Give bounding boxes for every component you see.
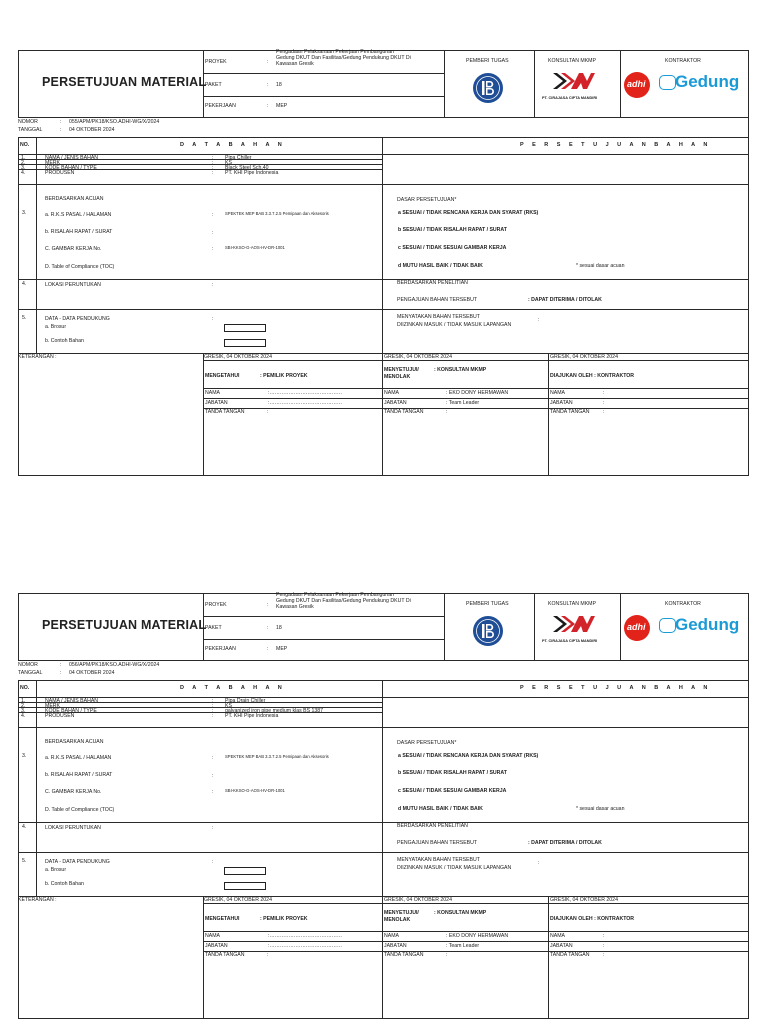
nama-kontraktor-colon: :: [603, 390, 605, 396]
menolak-label: MENOLAK: [384, 917, 411, 923]
pekerjaan-label: PEKERJAAN: [205, 103, 236, 109]
ttd-pemilik-colon: :: [267, 409, 269, 415]
section-5-no: 5.: [22, 858, 27, 864]
gresik-date-kontraktor: GRESIK, 04 OKTOBER 2024: [550, 354, 618, 360]
form-title: PERSETUJUAN MATERIAL: [42, 75, 207, 89]
ttd-pemilik-label: TANDA TANGAN: [205, 952, 245, 958]
row-1-no: 1.: [21, 698, 26, 704]
paket-label: PAKET: [205, 82, 222, 88]
row-4-label: PRODUSEN: [45, 170, 75, 176]
nama-konsultan-label: NAMA: [384, 390, 399, 396]
tanggal-label: TANGGAL: [18, 670, 43, 676]
ttd-kontraktor-label: TANDA TANGAN: [550, 409, 590, 415]
option-c-gambar: c SESUAI / TIDAK SESUAI GAMBAR KERJA: [398, 245, 507, 251]
nomor-label: NOMOR: [18, 662, 38, 668]
pemilik-proyek-label: : PEMILIK PROYEK: [260, 916, 308, 922]
contoh-bahan-checkbox[interactable]: [224, 882, 266, 890]
nama-kontraktor-label: NAMA: [550, 933, 565, 939]
row-1-colon: :: [212, 698, 214, 704]
rks-colon: :: [212, 212, 214, 218]
contoh-bahan-checkbox[interactable]: [224, 339, 266, 347]
kontraktor-label: KONTRAKTOR: [665, 58, 701, 64]
nama-pemilik-label: NAMA: [205, 933, 220, 939]
nama-konsultan-label: NAMA: [384, 933, 399, 939]
diizinkan-label: DIIZINKAN MASUK / TIDAK MASUK LAPANGAN: [397, 322, 512, 328]
row-2-value: KS: [225, 160, 232, 166]
proyek-value-line-1: Pengadaan Pelaksanaan Pekerjaan Pembangunan: [276, 49, 394, 55]
row-3-value: Black Steel Sch.40: [225, 165, 269, 171]
jabatan-kontraktor-label: JABATAN: [550, 400, 573, 406]
ttd-pemilik-label: TANDA TANGAN: [205, 409, 245, 415]
gambar-colon: :: [212, 789, 214, 795]
option-b-risalah: b SESUAI / TIDAK RISALAH RAPAT / SURAT: [398, 770, 507, 776]
wika-gedung-mark-icon: [659, 618, 676, 633]
row-4-no: 4.: [21, 170, 26, 176]
jabatan-pemilik-label: JABATAN: [205, 943, 228, 949]
ttd-kontraktor-colon: :: [603, 409, 605, 415]
bi-logo-icon: [473, 616, 503, 646]
ttd-kontraktor-colon: :: [603, 952, 605, 958]
section-5-no: 5.: [22, 315, 27, 321]
adhi-logo-icon: [624, 615, 650, 641]
menyatakan-label: MENYATAKAN BAHAN TERSEBUT: [397, 314, 480, 320]
tanggal-label: TANGGAL: [18, 127, 43, 133]
brosur-label: a. Brosur: [45, 324, 67, 330]
row-1-colon: :: [212, 155, 214, 161]
cipta-mandiri-label: PT. CIRAJASA CIPTA MANDIRI: [542, 96, 598, 100]
approval-form-1: [18, 50, 749, 476]
approval-form-2: [18, 593, 749, 1019]
ttd-pemilik-colon: :: [267, 952, 269, 958]
nama-konsultan-value: : EKO DONY HERMAWAN: [446, 390, 509, 396]
lokasi-label: LOKASI PERUNTUKAN: [45, 282, 101, 288]
row-3-no: 3.: [21, 165, 26, 171]
pengajuan-label: PENGAJUAN BAHAN TERSEBUT: [397, 840, 478, 846]
dasar-persetujuan-label: DASAR PERSETUJUAN*: [397, 740, 457, 746]
mengetahui-label: MENGETAHUI: [205, 373, 240, 379]
data-bahan-header: D A T A B A H A N: [180, 142, 286, 148]
ttd-konsultan-label: TANDA TANGAN: [384, 952, 424, 958]
tanggal-value: 04 OKTOBER 2024: [69, 127, 115, 133]
nomor-colon: :: [60, 662, 62, 668]
risalah-label: b. RISALAH RAPAT / SURAT: [45, 229, 113, 235]
risalah-label: b. RISALAH RAPAT / SURAT: [45, 772, 113, 778]
jabatan-kontraktor-colon: :: [603, 943, 605, 949]
dasar-persetujuan-label: DASAR PERSETUJUAN*: [397, 197, 457, 203]
menyatakan-colon: :: [538, 317, 540, 323]
option-b-risalah: b SESUAI / TIDAK RISALAH RAPAT / SURAT: [398, 227, 507, 233]
bi-logo-icon: [473, 73, 503, 103]
kkm-logo-icon: [549, 70, 597, 97]
pekerjaan-colon: :: [267, 103, 269, 109]
nama-konsultan-value: : EKO DONY HERMAWAN: [446, 933, 509, 939]
jabatan-pemilik-dots: :……………………………………: [268, 400, 343, 406]
nama-kontraktor-label: NAMA: [550, 390, 565, 396]
row-2-no: 2.: [21, 703, 26, 709]
kkm-logo-icon: [549, 613, 597, 640]
paket-colon: :: [267, 82, 269, 88]
gambar-kerja-label: C. GAMBAR KERJA No.: [45, 789, 102, 795]
diizinkan-label: DIIZINKAN MASUK / TIDAK MASUK LAPANGAN: [397, 865, 512, 871]
menolak-label: MENOLAK: [384, 374, 411, 380]
ttd-konsultan-label: TANDA TANGAN: [384, 409, 424, 415]
row-2-colon: :: [212, 703, 214, 709]
paket-label: PAKET: [205, 625, 222, 631]
gresik-date-konsultan: GRESIK, 04 OKTOBER 2024: [384, 897, 452, 903]
section-3-no: 3.: [22, 753, 27, 759]
adhi-logo-text: adhi: [627, 622, 646, 632]
rks-value: SPEKTEK MEP BAB 3.3.7.2.5 Pemipaan dan Aksesoris: [225, 211, 329, 216]
pengajuan-value: : DAPAT DITERIMA / DITOLAK: [528, 840, 602, 846]
pekerjaan-colon: :: [267, 646, 269, 652]
toc-label: D. Table of Compliance (TOC): [45, 807, 115, 813]
lokasi-colon: :: [212, 825, 214, 831]
row-4-colon: :: [212, 170, 214, 176]
section-3-no: 3.: [22, 210, 27, 216]
form-title: PERSETUJUAN MATERIAL: [42, 618, 207, 632]
row-4-no: 4.: [21, 713, 26, 719]
diajukan-label: DIAJUKAN OLEH : KONTRAKTOR: [550, 373, 635, 379]
tanggal-colon: :: [60, 670, 62, 676]
brosur-checkbox[interactable]: [224, 324, 266, 332]
row-2-label: MERK: [45, 703, 60, 709]
menyatakan-label: MENYATAKAN BAHAN TERSEBUT: [397, 857, 480, 863]
proyek-value-line-3: Kawasan Gresik: [276, 61, 314, 67]
no-column-header: NO.: [20, 142, 30, 148]
contoh-bahan-label: b. Contoh Bahan: [45, 881, 84, 887]
row-1-value: Pipa Drain Chiller: [225, 698, 266, 704]
option-d-mutu: d MUTU HASIL BAIK / TIDAK BAIK: [398, 263, 483, 269]
section-4-no: 4.: [22, 281, 27, 287]
contoh-bahan-label: b. Contoh Bahan: [45, 338, 84, 344]
gresik-date-konsultan: GRESIK, 04 OKTOBER 2024: [384, 354, 452, 360]
pemberi-tugas-label: PEMBERI TUGAS: [466, 601, 509, 607]
gambar-kerja-value: SBI-KKSO-G-AOS-HV-DR-1001: [225, 788, 285, 793]
row-3-colon: :: [212, 165, 214, 171]
tanggal-value: 04 OKTOBER 2024: [69, 670, 115, 676]
gedung-logo-text: Gedung: [675, 72, 740, 91]
berdasarkan-penelitian-label: BERDASARKAN PENELITIAN: [397, 823, 468, 829]
sesuai-dasar-note: * sesuai dasar acuan: [576, 806, 625, 812]
berdasarkan-acuan-label: BERDASARKAN ACUAN: [45, 196, 104, 202]
menyetujui-label: MENYETUJUI/: [384, 910, 419, 916]
row-1-no: 1.: [21, 155, 26, 161]
paket-value: 18: [276, 625, 282, 631]
row-2-value: KS: [225, 703, 232, 709]
nomor-value: 056/APM/PK18/KSO.ADHI-WG/X/2024: [69, 662, 160, 668]
toc-label: D. Table of Compliance (TOC): [45, 264, 115, 270]
gambar-colon: :: [212, 246, 214, 252]
adhi-logo-icon: [624, 72, 650, 98]
row-3-label: KODE BAHAN / TYPE: [45, 708, 97, 714]
row-4-value: PT. KHI Pipe Indonesia: [225, 713, 279, 719]
row-2-colon: :: [212, 160, 214, 166]
row-2-label: MERK: [45, 160, 60, 166]
pekerjaan-value: MEP: [276, 103, 288, 109]
nomor-label: NOMOR: [18, 119, 38, 125]
rks-value: SPEKTEK MEP BAB 3.3.7.2.5 Pemipaan dan Aksesoris: [225, 754, 329, 759]
jabatan-pemilik-dots: :……………………………………: [268, 943, 343, 949]
nomor-value: 055/APM/PK18/KSO.ADHI-WG/X/2024: [69, 119, 160, 125]
nama-pemilik-dots: :……………………………………: [268, 933, 343, 939]
row-3-label: KODE BAHAN / TYPE: [45, 165, 97, 171]
rks-label: a. R.K.S PASAL / HALAMAN: [45, 212, 112, 218]
jabatan-konsultan-label: JABATAN: [384, 943, 407, 949]
tanggal-colon: :: [60, 127, 62, 133]
mengetahui-label: MENGETAHUI: [205, 916, 240, 922]
jabatan-konsultan-label: JABATAN: [384, 400, 407, 406]
lokasi-label: LOKASI PERUNTUKAN: [45, 825, 101, 831]
option-a-rks: a SESUAI / TIDAK RENCANA KERJA DAN SYARAT (RKS): [398, 753, 539, 759]
ttd-konsultan-colon: :: [446, 952, 448, 958]
diajukan-label: DIAJUKAN OLEH : KONTRAKTOR: [550, 916, 635, 922]
berdasarkan-acuan-label: BERDASARKAN ACUAN: [45, 739, 104, 745]
rks-colon: :: [212, 755, 214, 761]
pengajuan-label: PENGAJUAN BAHAN TERSEBUT: [397, 297, 478, 303]
jabatan-konsultan-value: : Team Leader: [446, 943, 480, 949]
pemberi-tugas-label: PEMBERI TUGAS: [466, 58, 509, 64]
keterangan-label: KETERANGAN :: [18, 897, 57, 903]
risalah-colon: :: [212, 773, 214, 779]
jabatan-konsultan-value: : Team Leader: [446, 400, 480, 406]
risalah-colon: :: [212, 230, 214, 236]
konsultan-sig-label: : KONSULTAN MKMP: [434, 367, 487, 373]
proyek-colon: :: [267, 602, 269, 608]
data-pendukung-label: DATA - DATA PENDUKUNG: [45, 859, 110, 865]
nomor-colon: :: [60, 119, 62, 125]
keterangan-label: KETERANGAN :: [18, 354, 57, 360]
proyek-label: PROYEK: [205, 59, 227, 65]
proyek-value-line-2: Gedung DKUT Dan Fasilitas/Gedung Pendukung DKUT Di: [276, 55, 411, 61]
pengajuan-value: : DAPAT DITERIMA / DITOLAK: [528, 297, 602, 303]
gambar-kerja-label: C. GAMBAR KERJA No.: [45, 246, 102, 252]
konsultan-mkmp-label: KONSULTAN MKMP: [548, 601, 596, 607]
jabatan-pemilik-label: JABATAN: [205, 400, 228, 406]
proyek-label: PROYEK: [205, 602, 227, 608]
row-4-colon: :: [212, 713, 214, 719]
row-1-value: Pipa Chiller: [225, 155, 252, 161]
sesuai-dasar-note: * sesuai dasar acuan: [576, 263, 625, 269]
ttd-kontraktor-label: TANDA TANGAN: [550, 952, 590, 958]
proyek-value-line-1: Pengadaan Pelaksanaan Pekerjaan Pembangunan: [276, 592, 394, 598]
option-a-rks: a SESUAI / TIDAK RENCANA KERJA DAN SYARAT (RKS): [398, 210, 539, 216]
row-2-no: 2.: [21, 160, 26, 166]
data-pendukung-label: DATA - DATA PENDUKUNG: [45, 316, 110, 322]
row-1-label: NAMA / JENIS BAHAN: [45, 155, 99, 161]
rks-label: a. R.K.S PASAL / HALAMAN: [45, 755, 112, 761]
option-c-gambar: c SESUAI / TIDAK SESUAI GAMBAR KERJA: [398, 788, 507, 794]
proyek-value-line-3: Kawasan Gresik: [276, 604, 314, 610]
row-3-no: 3.: [21, 708, 26, 714]
section-4-no: 4.: [22, 824, 27, 830]
pemilik-proyek-label: : PEMILIK PROYEK: [260, 373, 308, 379]
jabatan-kontraktor-label: JABATAN: [550, 943, 573, 949]
paket-value: 18: [276, 82, 282, 88]
nama-pemilik-label: NAMA: [205, 390, 220, 396]
row-3-value: galvanized iron pipe medium klas BS 1387: [225, 708, 324, 714]
proyek-colon: :: [267, 59, 269, 65]
persetujuan-bahan-header: P E R S E T U J U A N B A H A N: [520, 685, 711, 691]
nama-kontraktor-colon: :: [603, 933, 605, 939]
gresik-date-pemilik: GRESIK, 04 OKTOBER 2024: [204, 897, 272, 903]
adhi-logo-text: adhi: [627, 79, 646, 89]
ttd-konsultan-colon: :: [446, 409, 448, 415]
brosur-checkbox[interactable]: [224, 867, 266, 875]
brosur-label: a. Brosur: [45, 867, 67, 873]
berdasarkan-penelitian-label: BERDASARKAN PENELITIAN: [397, 280, 468, 286]
konsultan-mkmp-label: KONSULTAN MKMP: [548, 58, 596, 64]
persetujuan-bahan-header: P E R S E T U J U A N B A H A N: [520, 142, 711, 148]
konsultan-sig-label: : KONSULTAN MKMP: [434, 910, 487, 916]
nama-pemilik-dots: :……………………………………: [268, 390, 343, 396]
data-pendukung-colon: :: [212, 316, 214, 322]
row-3-colon: :: [212, 708, 214, 714]
row-4-value: PT. KHI Pipe Indonesia: [225, 170, 279, 176]
kontraktor-label: KONTRAKTOR: [665, 601, 701, 607]
gedung-logo-text: Gedung: [675, 615, 740, 634]
menyetujui-label: MENYETUJUI/: [384, 367, 419, 373]
no-column-header: NO.: [20, 685, 30, 691]
jabatan-kontraktor-colon: :: [603, 400, 605, 406]
option-d-mutu: d MUTU HASIL BAIK / TIDAK BAIK: [398, 806, 483, 812]
proyek-value-line-2: Gedung DKUT Dan Fasilitas/Gedung Pendukung DKUT Di: [276, 598, 411, 604]
lokasi-colon: :: [212, 282, 214, 288]
pekerjaan-label: PEKERJAAN: [205, 646, 236, 652]
gresik-date-kontraktor: GRESIK, 04 OKTOBER 2024: [550, 897, 618, 903]
cipta-mandiri-label: PT. CIRAJASA CIPTA MANDIRI: [542, 639, 598, 643]
pekerjaan-value: MEP: [276, 646, 288, 652]
data-bahan-header: D A T A B A H A N: [180, 685, 286, 691]
row-1-label: NAMA / JENIS BAHAN: [45, 698, 99, 704]
gresik-date-pemilik: GRESIK, 04 OKTOBER 2024: [204, 354, 272, 360]
row-4-label: PRODUSEN: [45, 713, 75, 719]
data-pendukung-colon: :: [212, 859, 214, 865]
paket-colon: :: [267, 625, 269, 631]
gambar-kerja-value: SBI-KKSO-G-AOS-HV-DR-1001: [225, 245, 285, 250]
menyatakan-colon: :: [538, 860, 540, 866]
wika-gedung-mark-icon: [659, 75, 676, 90]
